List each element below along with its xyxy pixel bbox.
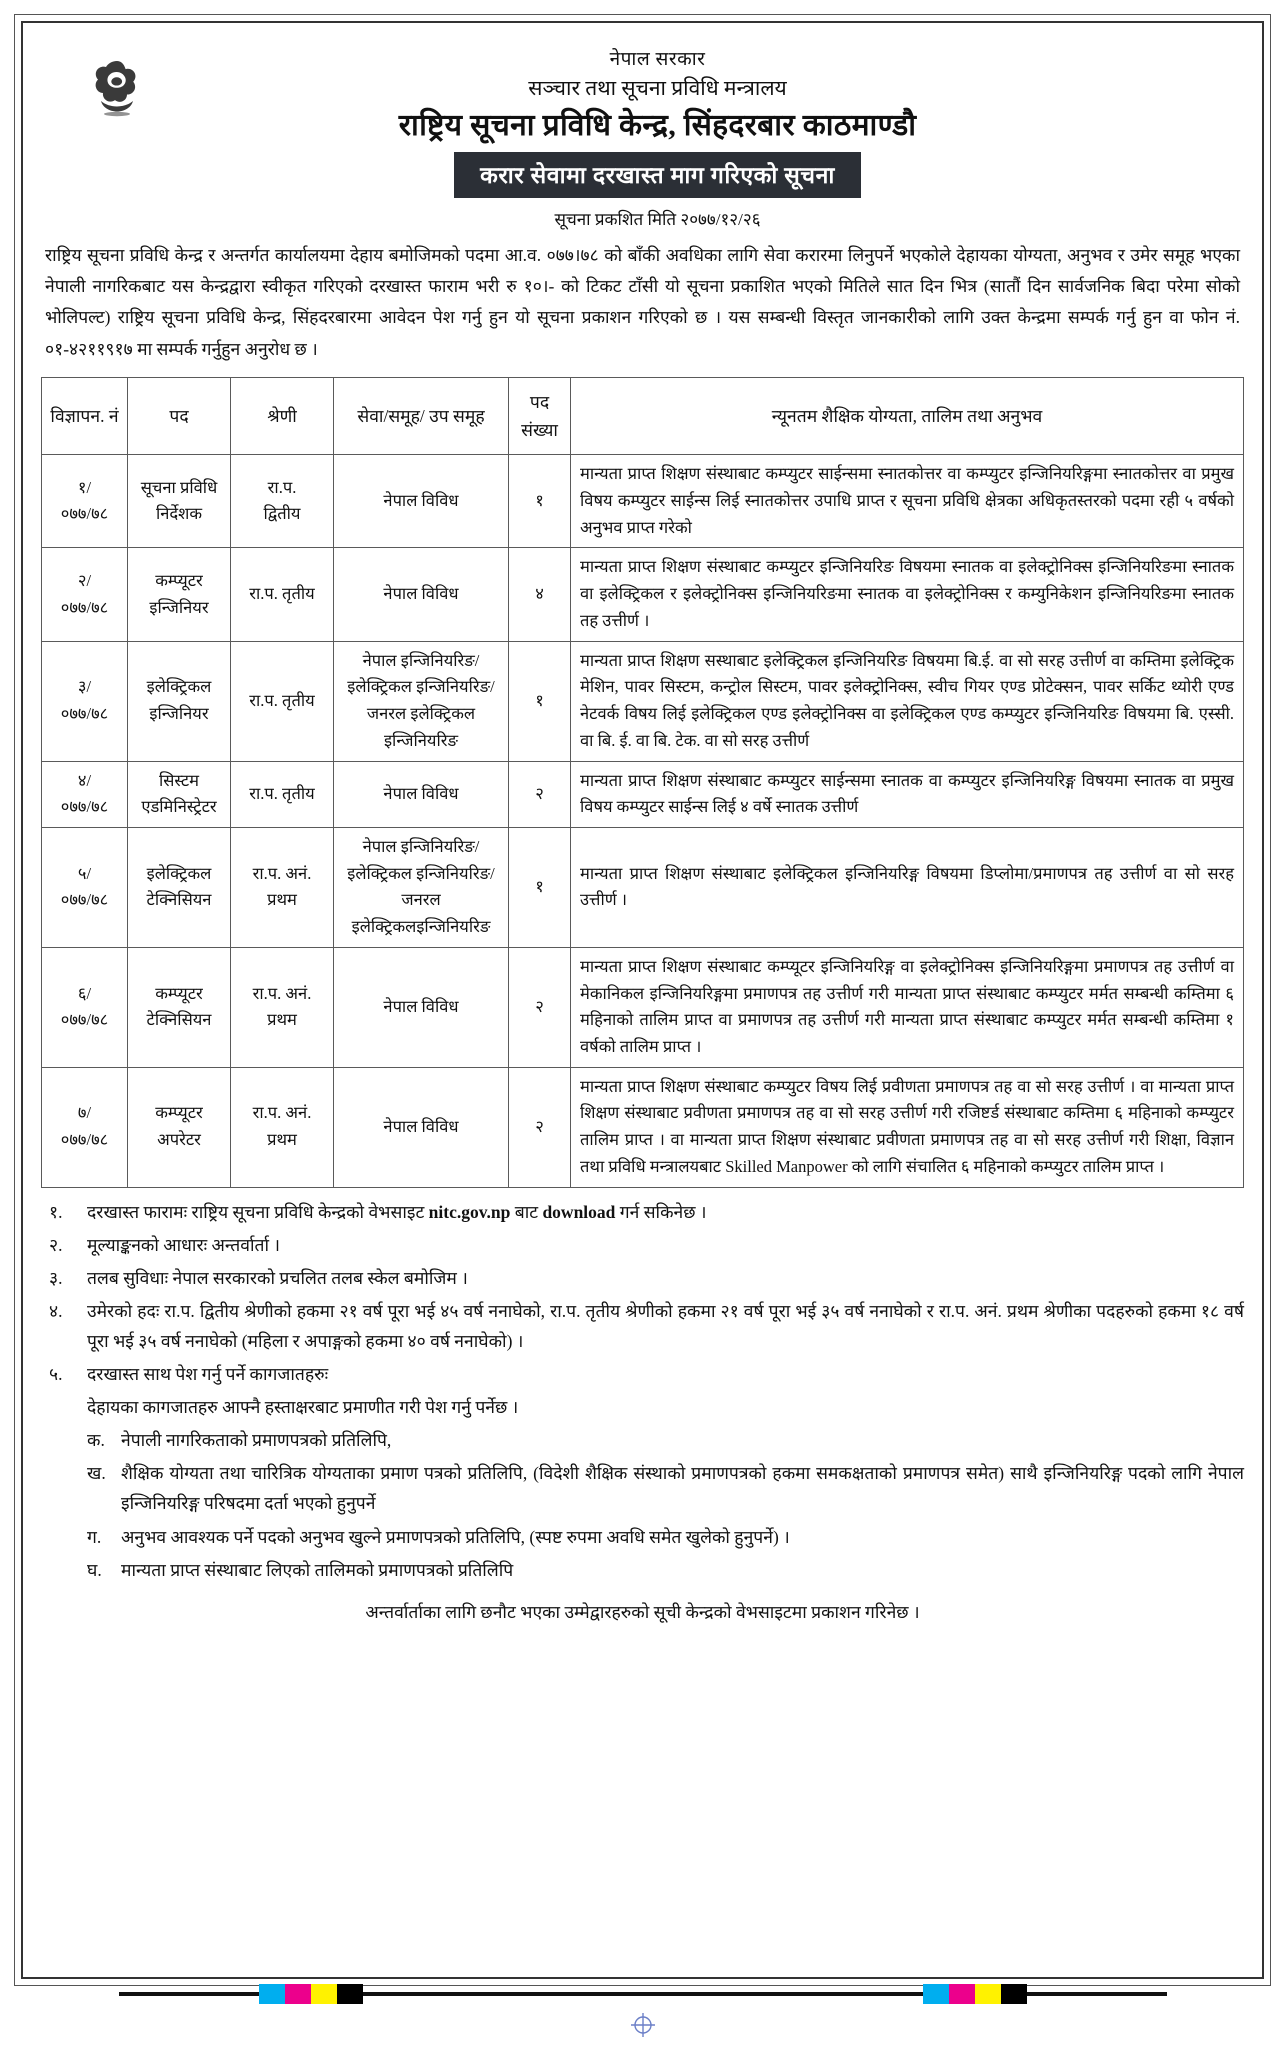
cell-qualification: मान्यता प्राप्त शिक्षण संस्थाबाट इलेक्ट्रिकल इन्जिनियरिङ्ग विषयमा डिप्लोमा/प्रमाणपत्र तह उत्तीर्ण वा सो सरह उत्तीर्ण । <box>571 827 1244 947</box>
org-line-country: नेपाल सरकार <box>609 49 706 70</box>
adv-no-line2: ०७७/७८ <box>60 797 109 817</box>
adv-no-line2: ०७७/७८ <box>60 1130 109 1150</box>
colorbar-rule-left <box>119 1992 259 1996</box>
header-titles <box>41 47 1244 148</box>
nepal-government-emblem-icon <box>85 57 149 121</box>
subitem-number: घ. <box>87 1559 102 1580</box>
th-post-count-line2: संख्या <box>521 419 558 440</box>
intro-paragraph: राष्ट्रिय सूचना प्रविधि केन्द्र र अन्तर्गत कार्यालयमा देहाय बमोजिमको पदमा आ.व. ०७७।७८ को बाँकी अवधिका लागि सेवा करारमा लिनुपर्ने भएकोले देहायका योग्यता, अनुभव र उमेर समूह भएका नेपाली नागरिकबाट यस केन्द्रद्वारा स्वीकृत गरिएको दरखास्त फाराम भरी रु १०।- को टिकट टाँसी यो सूचना प्रकाशित भएको मितिले सात दिन भित्र (सातौं दिन सार्वजनिक बिदा परेमा सोको भोलिपल्ट) राष्ट्रिय सूचना प्रविधि केन्द्र, सिंहदरबारमा आवेदन पेश गर्नु हुन यो सूचना प्रकाशन गरिएको छ । यस सम्बन्धी विस्तृत जानकारीको लागि उक्त केन्द्रमा सम्पर्क गर्नु हुन वा फोन नं. ०१-४२११९१७ मा सम्पर्क गर्नुहुन अनुरोध छ । <box>45 245 1240 359</box>
cell-advertisement-no <box>42 827 128 947</box>
note-text: मूल्याङ्कनको आधारः अन्तर्वार्ता । <box>87 1234 281 1255</box>
cell-advertisement-no <box>42 761 128 827</box>
cell-service: नेपाल इन्जिनियरिङ/इलेक्ट्रिकल इन्जिनियरिङ/जनरल इलेक्ट्रिकल इन्जिनियरिङ <box>334 641 509 761</box>
table-row <box>42 1067 1244 1187</box>
note-item-1 <box>41 1197 1244 1227</box>
subitem-text: नेपाली नागरिकताको प्रमाणपत्रको प्रतिलिपि, <box>121 1430 392 1451</box>
cell-post: कम्प्यूटर इन्जिनियर <box>128 548 231 641</box>
note-number: ५. <box>49 1364 63 1385</box>
cell-service: नेपाल इन्जिनियरिङ/इलेक्ट्रिकल इन्जिनियरिङ/जनरल इलेक्ट्रिकलइन्जिनियरिङ <box>334 827 509 947</box>
notice-banner-wrap <box>41 152 1244 198</box>
class-line1: रा.प. तृतीय <box>249 783 315 803</box>
colorbar-cell-black <box>337 1984 363 2004</box>
adv-no-line1: ४/ <box>77 770 92 790</box>
colorbar-group-right <box>923 1984 1027 2004</box>
th-post-count-line1: पद <box>529 391 550 412</box>
class-line2: प्रथम <box>267 890 297 910</box>
table-row <box>42 827 1244 947</box>
table-row <box>42 641 1244 761</box>
th-advertisement-no: विज्ञापन. नं <box>42 377 128 455</box>
class-line1: रा.प. <box>267 477 297 497</box>
cell-post: सिस्टम एडमिनिस्ट्रेटर <box>128 761 231 827</box>
cell-class <box>231 455 334 548</box>
cell-service: नेपाल विविध <box>334 455 509 548</box>
note-1-part-a: दरखास्त फारामः राष्ट्रिय सूचना प्रविधि केन्द्रको वेभसाइट <box>87 1201 429 1222</box>
download-keyword: download <box>542 1201 616 1222</box>
class-line2: द्वितीय <box>263 504 301 524</box>
note-5-subitem-gha <box>41 1555 1244 1585</box>
subitem-number: ग. <box>87 1526 102 1547</box>
colorbar-cell-magenta <box>949 1984 975 2004</box>
vacancy-table <box>41 377 1244 1188</box>
registration-target-mark-icon <box>630 2012 656 2038</box>
note-1-part-c: गर्न सकिनेछ । <box>615 1201 707 1222</box>
cell-service: नेपाल विविध <box>334 947 509 1067</box>
adv-no-line1: १/ <box>77 477 92 497</box>
cell-post-count: १ <box>509 641 571 761</box>
th-qualification: न्यूनतम शैक्षिक योग्यता, तालिम तथा अनुभव <box>571 377 1244 455</box>
cell-class <box>231 947 334 1067</box>
org-line-department: राष्ट्रिय सूचना प्रविधि केन्द्र, सिंहदरबार काठमाण्डौ <box>398 109 917 143</box>
cell-qualification: मान्यता प्राप्त शिक्षण संस्थाबाट कम्प्युटर साईन्समा स्नातक वा कम्प्युटर इन्जिनियरिङ्ग विषयमा स्नातक वा प्रमुख विषय कम्प्युटर साईन्स लिई ४ वर्षे स्नातक उत्तीर्ण <box>571 761 1244 827</box>
note-number: ४. <box>49 1300 63 1321</box>
document-header <box>41 33 1244 148</box>
note-text <box>87 1197 1244 1227</box>
colorbar-cell-magenta <box>285 1984 311 2004</box>
published-date: सूचना प्रकशित मिति २०७७/१२/२६ <box>554 210 761 230</box>
colorbar-group-left <box>259 1984 363 2004</box>
adv-no-line2: ०७७/७८ <box>60 890 109 910</box>
class-line1: रा.प. अनं. <box>252 1103 312 1123</box>
colorbar-cell-cyan <box>923 1984 949 2004</box>
class-line2: प्रथम <box>267 1130 297 1150</box>
table-row <box>42 548 1244 641</box>
note-number: १. <box>49 1201 63 1222</box>
cell-class <box>231 827 334 947</box>
page-inner <box>21 21 1264 1979</box>
note-number: २. <box>49 1234 63 1255</box>
class-line1: रा.प. तृतीय <box>249 584 315 604</box>
table-header-row <box>42 377 1244 455</box>
table-row <box>42 761 1244 827</box>
subitem-number: ख. <box>87 1463 106 1484</box>
colorbar-cell-black <box>1001 1984 1027 2004</box>
class-line2: प्रथम <box>267 1010 297 1030</box>
colorbar-cell-cyan <box>259 1984 285 2004</box>
adv-no-line1: ५/ <box>77 863 92 883</box>
th-class: श्रेणी <box>231 377 334 455</box>
cell-qualification: मान्यता प्राप्त शिक्षण संस्थाबाट कम्प्युटर इन्जिनियरिङ विषयमा स्नातक वा इलेक्ट्रोनिक्स इन्जिनियरिङमा स्नातक वा इलेक्ट्रिकल र इलेक्ट्रोनिक्स इन्जिनियरिङमा स्नातक वा इलेक्ट्रोनिक्स र कम्युनिकेशन इन्जिनियरिङमा स्नातक तह उत्तीर्ण । <box>571 548 1244 641</box>
cell-qualification: मान्यता प्राप्त शिक्षण संस्थाबाट कम्प्यूटर इन्जिनियरिङ्ग वा इलेक्ट्रोनिक्स इन्जिनियरिङ्गमा प्रमाणपत्र तह उत्तीर्ण वा मेकानिकल इन्जिनियरिङ्गमा प्रमाणपत्र तह उत्तीर्ण गरी मान्यता प्राप्त संस्थाबाट कम्प्युटर मर्मत सम्बन्धी कम्तिमा ६ महिनाको तालिम प्राप्त वा प्रमाणपत्र तह उत्तीर्ण गरी मान्यता प्राप्त संस्थाबाट कम्प्युटर मर्मत सम्बन्धी कम्तिमा १ वर्षको तालिम प्राप्त । <box>571 947 1244 1067</box>
note-5-subitem-ka <box>41 1425 1244 1455</box>
cell-qualification: मान्यता प्राप्त शिक्षण सस्थाबाट इलेक्ट्रिकल इन्जिनियरिङ विषयमा बि.ई. वा सो सरह उत्तीर्ण वा कम्तिमा इलेक्ट्रिक मेशिन, पावर सिस्टम, कन्ट्रोल सिस्टम, पावर इलेक्ट्रोनिक्स, स्वीच गियर एण्ड प्रोटेक्सन, पावर सर्किट थ्योरी एण्ड नेटवर्क विषय लिई इलेक्ट्रिकल एण्ड इलेक्ट्रोनिक्स वा इलेक्ट्रिकल एण्ड कम्प्युटर इन्जिनियरिङ विषयमा बि. एस्सी. वा बि. ई. वा बि. टेक. वा सो सरह उत्तीर्ण <box>571 641 1244 761</box>
note-text: उमेरको हदः रा.प. द्वितीय श्रेणीको हकमा २१ वर्ष पूरा भई ४५ वर्ष ननाघेको, रा.प. तृतीय श्रेणीको हकमा २१ वर्ष पूरा भई ३५ वर्ष ननाघेको र रा.प. अनं. प्रथम श्रेणीका पदहरुको हकमा १८ वर्ष पूरा भई ३५ वर्ष ननाघेको (महिला र अपाङ्गको हकमा ४० वर्ष ननाघेको) । <box>87 1300 1244 1351</box>
cell-post-count: २ <box>509 947 571 1067</box>
cell-post-count: २ <box>509 1067 571 1187</box>
cell-post: कम्प्यूटर अपरेटर <box>128 1067 231 1187</box>
notice-title-banner: करार सेवामा दरखास्त माग गरिएको सूचना <box>454 152 861 198</box>
th-post: पद <box>128 377 231 455</box>
adv-no-line2: ०७७/७८ <box>60 504 109 524</box>
cell-post: इलेक्ट्रिकल टेक्निसियन <box>128 827 231 947</box>
cell-post-count: १ <box>509 827 571 947</box>
cell-post: सूचना प्रविधि निर्देशक <box>128 455 231 548</box>
cell-service: नेपाल विविध <box>334 1067 509 1187</box>
note-item-5 <box>41 1359 1244 1389</box>
adv-no-line2: ०७७/७८ <box>60 704 109 724</box>
th-service-group: सेवा/समूह/ उप समूह <box>334 377 509 455</box>
colorbar-rule-center <box>363 1992 923 1996</box>
note-number: ३. <box>49 1267 63 1288</box>
cell-class <box>231 1067 334 1187</box>
cell-advertisement-no <box>42 641 128 761</box>
cell-qualification: मान्यता प्राप्त शिक्षण संस्थाबाट कम्प्युटर साईन्समा स्नातकोत्तर वा कम्प्युटर इन्जिनियरिङ्गमा स्नातकोत्तर वा प्रमुख विषय कम्प्युटर साईन्स लिई स्नातकोत्तर उपाधि प्राप्त र सूचना प्रविधि क्षेत्रका अधिकृतस्तरको पदमा रही ५ वर्षको अनुभव प्राप्त गरेको <box>571 455 1244 548</box>
note-item-3 <box>41 1263 1244 1293</box>
subitem-text: मान्यता प्राप्त संस्थाबाट लिएको तालिमको प्रमाणपत्रको प्रतिलिपि <box>121 1559 514 1580</box>
class-line1: रा.प. अनं. <box>252 983 312 1003</box>
cell-class <box>231 641 334 761</box>
vacancy-table-body <box>42 455 1244 1187</box>
cell-post-count: २ <box>509 761 571 827</box>
class-line1: रा.प. अनं. <box>252 863 312 883</box>
cell-post: कम्प्यूटर टेक्निसियन <box>128 947 231 1067</box>
adv-no-line1: ६/ <box>77 983 92 1003</box>
nitc-website-link[interactable]: nitc.gov.np <box>428 1201 511 1222</box>
note-text: दरखास्त साथ पेश गर्नु पर्ने कागजातहरुः <box>87 1364 329 1385</box>
note-item-2 <box>41 1230 1244 1260</box>
note-5-subitem-kha <box>41 1458 1244 1518</box>
note-text: तलब सुविधाः नेपाल सरकारको प्रचलित तलब स्केल बमोजिम । <box>87 1267 468 1288</box>
table-row <box>42 947 1244 1067</box>
page-frame <box>14 14 1271 1986</box>
cell-advertisement-no <box>42 1067 128 1187</box>
note-5-subitem-ga <box>41 1522 1244 1552</box>
adv-no-line2: ०७७/७८ <box>60 597 109 617</box>
adv-no-line1: २/ <box>77 570 92 590</box>
cell-service: नेपाल विविध <box>334 761 509 827</box>
colorbar-cell-yellow <box>311 1984 337 2004</box>
adv-no-line1: ७/ <box>77 1103 92 1123</box>
notes-list <box>41 1197 1244 1627</box>
colorbar-rule-right <box>1027 1992 1167 1996</box>
note-1-part-b: बाट <box>510 1201 543 1222</box>
table-row <box>42 455 1244 548</box>
cell-class <box>231 548 334 641</box>
subitem-number: क. <box>87 1430 105 1451</box>
subitem-text: अनुभव आवश्यक पर्ने पदको अनुभव खुल्ने प्रमाणपत्रको प्रतिलिपि, (स्पष्ट रुपमा अवधि समेत खुलेको हुनुपर्ने) । <box>121 1526 790 1547</box>
cell-post-count: ४ <box>509 548 571 641</box>
closing-statement: अन्तर्वार्ताका लागि छनौट भएका उम्मेद्वारहरुको सूची केन्द्रको वेभसाइटमा प्रकाशन गरिनेछ । <box>365 1601 920 1622</box>
th-post-count <box>509 377 571 455</box>
org-line-ministry: सञ्चार तथा सूचना प्रविधि मन्त्रालय <box>528 75 787 100</box>
adv-no-line2: ०७७/७८ <box>60 1010 109 1030</box>
note-item-4 <box>41 1296 1244 1356</box>
colorbar-cell-yellow <box>975 1984 1001 2004</box>
cell-post-count: १ <box>509 455 571 548</box>
cell-service: नेपाल विविध <box>334 548 509 641</box>
cell-qualification: मान्यता प्राप्त शिक्षण संस्थाबाट कम्प्युटर विषय लिई प्रवीणता प्रमाणपत्र तह वा सो सरह उत्तीर्ण । वा मान्यता प्राप्त शिक्षण संस्थाबाट प्रवीणता प्रमाणपत्र तह वा सो सरह उत्तीर्ण गरी रजिष्टर्ड संस्थाबाट कम्तिमा ६ महिनाको कम्प्युटर तालिम प्राप्त । वा मान्यता प्राप्त शिक्षण संस्थाबाट प्रवीणता प्रमाणपत्र तह वा सो सरह उत्तीर्ण गरी शिक्षा, विज्ञान तथा प्रविधि मन्त्रालयबाट Skilled Manpower को लागि संचालित ६ महिनाको कम्प्युटर तालिम प्राप्त । <box>571 1067 1244 1187</box>
subitem-text: शैक्षिक योग्यता तथा चारित्रिक योग्यताका प्रमाण पत्रको प्रतिलिपि, (विदेशी शैक्षिक संस्थाको प्रमाणपत्रको हकमा समकक्षताको प्रमाणपत्र समेत) साथै इन्जिनियरिङ्ग पदको लागि नेपाल इन्जिनियरिङ्ग परिषदमा दर्ता भएको हुनुपर्ने <box>121 1463 1244 1514</box>
cell-advertisement-no <box>42 455 128 548</box>
class-line1: रा.प. तृतीय <box>249 690 315 710</box>
cell-class <box>231 761 334 827</box>
cell-post: इलेक्ट्रिकल इन्जिनियर <box>128 641 231 761</box>
cell-advertisement-no <box>42 947 128 1067</box>
printer-color-bar <box>0 1984 1285 2004</box>
note-5-lead-text: देहायका कागजातहरु आफ्नै हस्ताक्षरबाट प्रमाणीत गरी पेश गर्नु पर्नेछ । <box>87 1397 519 1418</box>
cell-advertisement-no <box>42 548 128 641</box>
adv-no-line1: ३/ <box>77 677 92 697</box>
